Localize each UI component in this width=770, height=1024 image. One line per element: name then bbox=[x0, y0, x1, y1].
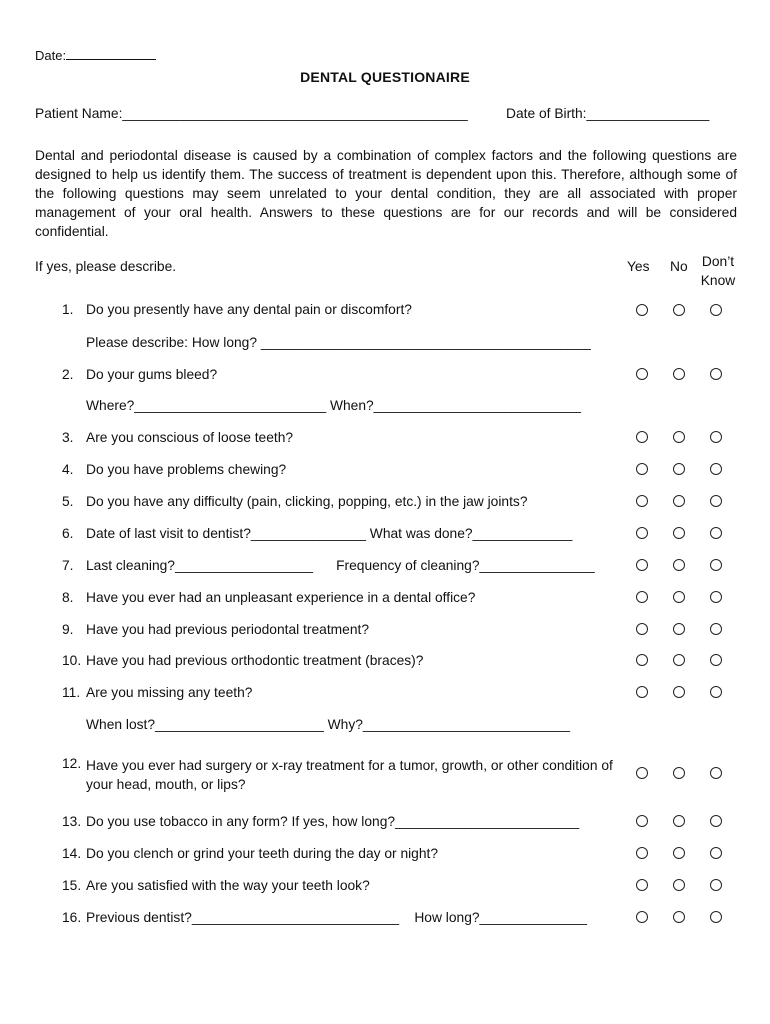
radio-no[interactable] bbox=[673, 431, 685, 443]
question-number: 8. bbox=[62, 590, 74, 605]
question-text[interactable]: Date of last visit to dentist?_______________ What was done?_____________ bbox=[86, 526, 573, 541]
radio-yes[interactable] bbox=[636, 591, 648, 603]
radio-dont-know[interactable] bbox=[710, 879, 722, 891]
page-title: DENTAL QUESTIONAIRE bbox=[300, 69, 470, 85]
question-number: 9. bbox=[62, 622, 74, 637]
date-of-birth-field[interactable]: Date of Birth:________________ bbox=[506, 106, 710, 121]
question-text: Do your gums bleed? bbox=[86, 367, 218, 382]
radio-yes[interactable] bbox=[636, 368, 648, 380]
question-text: Do you clench or grind your teeth during the day or night? bbox=[86, 846, 439, 861]
column-header-dont-know bbox=[699, 252, 737, 290]
question-number: 6. bbox=[62, 526, 74, 541]
question-number: 15. bbox=[62, 878, 82, 893]
question-text: Do you have any difficulty (pain, clicking, popping, etc.) in the jaw joints? bbox=[86, 494, 528, 509]
question-number: 11. bbox=[62, 685, 81, 700]
radio-no[interactable] bbox=[673, 527, 685, 539]
radio-no[interactable] bbox=[673, 847, 685, 859]
radio-no[interactable] bbox=[673, 911, 685, 923]
radio-dont-know[interactable] bbox=[710, 815, 722, 827]
question-number: 7. bbox=[62, 558, 74, 573]
radio-yes[interactable] bbox=[636, 879, 648, 891]
radio-dont-know[interactable] bbox=[710, 559, 722, 571]
q2-where-when-field[interactable]: Where?_________________________ When?___________________________ bbox=[86, 398, 581, 413]
question-number: 13. bbox=[62, 814, 82, 829]
radio-dont-know[interactable] bbox=[710, 368, 722, 380]
question-text: Do you presently have any dental pain or discomfort? bbox=[86, 302, 412, 317]
radio-yes[interactable] bbox=[636, 654, 648, 666]
radio-dont-know[interactable] bbox=[710, 463, 722, 475]
radio-no[interactable] bbox=[673, 654, 685, 666]
question-text[interactable]: Last cleaning?__________________ Frequency of cleaning?_______________ bbox=[86, 558, 595, 573]
radio-yes[interactable] bbox=[636, 463, 648, 475]
radio-no[interactable] bbox=[673, 815, 685, 827]
intro-paragraph: Dental and periodontal disease is caused by a combination of complex factors and the following questions are designed to help us identify them. The success of treatment is dependent upon this. Therefore, although some of the following questions may seem unrelated to your dental condition, they are all associated with proper management of your oral health. Answers to these questions are for our records and will be considered confidential. bbox=[35, 148, 737, 239]
dont-know-line1: Don’t bbox=[701, 254, 735, 269]
radio-dont-know[interactable] bbox=[710, 591, 722, 603]
date-label: Date: bbox=[35, 48, 67, 63]
question-number: 14. bbox=[62, 846, 82, 861]
radio-no[interactable] bbox=[673, 304, 685, 316]
question-text: Have you had previous orthodontic treatment (braces)? bbox=[86, 653, 424, 668]
radio-yes[interactable] bbox=[636, 815, 648, 827]
radio-no[interactable] bbox=[673, 623, 685, 635]
column-header-no: No bbox=[670, 259, 688, 274]
column-header-yes: Yes bbox=[627, 259, 650, 274]
question-number: 12. bbox=[62, 756, 82, 771]
radio-dont-know[interactable] bbox=[710, 686, 722, 698]
radio-dont-know[interactable] bbox=[710, 495, 722, 507]
radio-yes[interactable] bbox=[636, 623, 648, 635]
radio-dont-know[interactable] bbox=[710, 911, 722, 923]
radio-no[interactable] bbox=[673, 879, 685, 891]
radio-no[interactable] bbox=[673, 368, 685, 380]
question-number: 1. bbox=[62, 302, 74, 317]
question-number: 10. bbox=[62, 653, 82, 668]
radio-dont-know[interactable] bbox=[710, 623, 722, 635]
radio-dont-know[interactable] bbox=[710, 847, 722, 859]
radio-no[interactable] bbox=[673, 495, 685, 507]
radio-dont-know[interactable] bbox=[710, 527, 722, 539]
radio-yes[interactable] bbox=[636, 527, 648, 539]
question-number: 5. bbox=[62, 494, 74, 509]
radio-no[interactable] bbox=[673, 686, 685, 698]
question-text: Have you had previous periodontal treatment? bbox=[86, 622, 370, 637]
radio-yes[interactable] bbox=[636, 495, 648, 507]
radio-yes[interactable] bbox=[636, 559, 648, 571]
radio-yes[interactable] bbox=[636, 686, 648, 698]
question-text: Are you conscious of loose teeth? bbox=[86, 430, 294, 445]
q11-when-why-field[interactable]: When lost?______________________ Why?___________________________ bbox=[86, 717, 571, 732]
radio-dont-know[interactable] bbox=[710, 431, 722, 443]
radio-yes[interactable] bbox=[636, 847, 648, 859]
radio-no[interactable] bbox=[673, 767, 685, 779]
q1-describe-field[interactable]: Please describe: How long? ___________________________________________ bbox=[86, 335, 591, 350]
instruction-text: If yes, please describe. bbox=[35, 259, 177, 274]
radio-dont-know[interactable] bbox=[710, 767, 722, 779]
date-blank[interactable] bbox=[66, 48, 156, 60]
radio-no[interactable] bbox=[673, 463, 685, 475]
question-number: 3. bbox=[62, 430, 74, 445]
patient-name-field[interactable]: Patient Name:_____________________________________________ bbox=[35, 106, 468, 121]
date-field[interactable] bbox=[35, 48, 156, 63]
question-text: Are you satisfied with the way your teeth look? bbox=[86, 878, 370, 893]
dont-know-line2: Know bbox=[700, 273, 736, 288]
radio-yes[interactable] bbox=[636, 431, 648, 443]
radio-no[interactable] bbox=[673, 559, 685, 571]
radio-no[interactable] bbox=[673, 591, 685, 603]
question-text[interactable]: Do you use tobacco in any form? If yes, how long?________________________ bbox=[86, 814, 580, 829]
radio-yes[interactable] bbox=[636, 911, 648, 923]
question-number: 4. bbox=[62, 462, 74, 477]
question-text: Have you ever had surgery or x-ray treatment for a tumor, growth, or other condition of your head, mouth, or lips? bbox=[86, 758, 613, 792]
radio-dont-know[interactable] bbox=[710, 304, 722, 316]
question-text: Have you ever had an unpleasant experience in a dental office? bbox=[86, 590, 476, 605]
question-number: 2. bbox=[62, 367, 74, 382]
question-number: 16. bbox=[62, 910, 82, 925]
question-text: Do you have problems chewing? bbox=[86, 462, 287, 477]
radio-yes[interactable] bbox=[636, 304, 648, 316]
radio-dont-know[interactable] bbox=[710, 654, 722, 666]
question-text[interactable]: Previous dentist?___________________________ How long?______________ bbox=[86, 910, 587, 925]
radio-yes[interactable] bbox=[636, 767, 648, 779]
question-text: Are you missing any teeth? bbox=[86, 685, 253, 700]
